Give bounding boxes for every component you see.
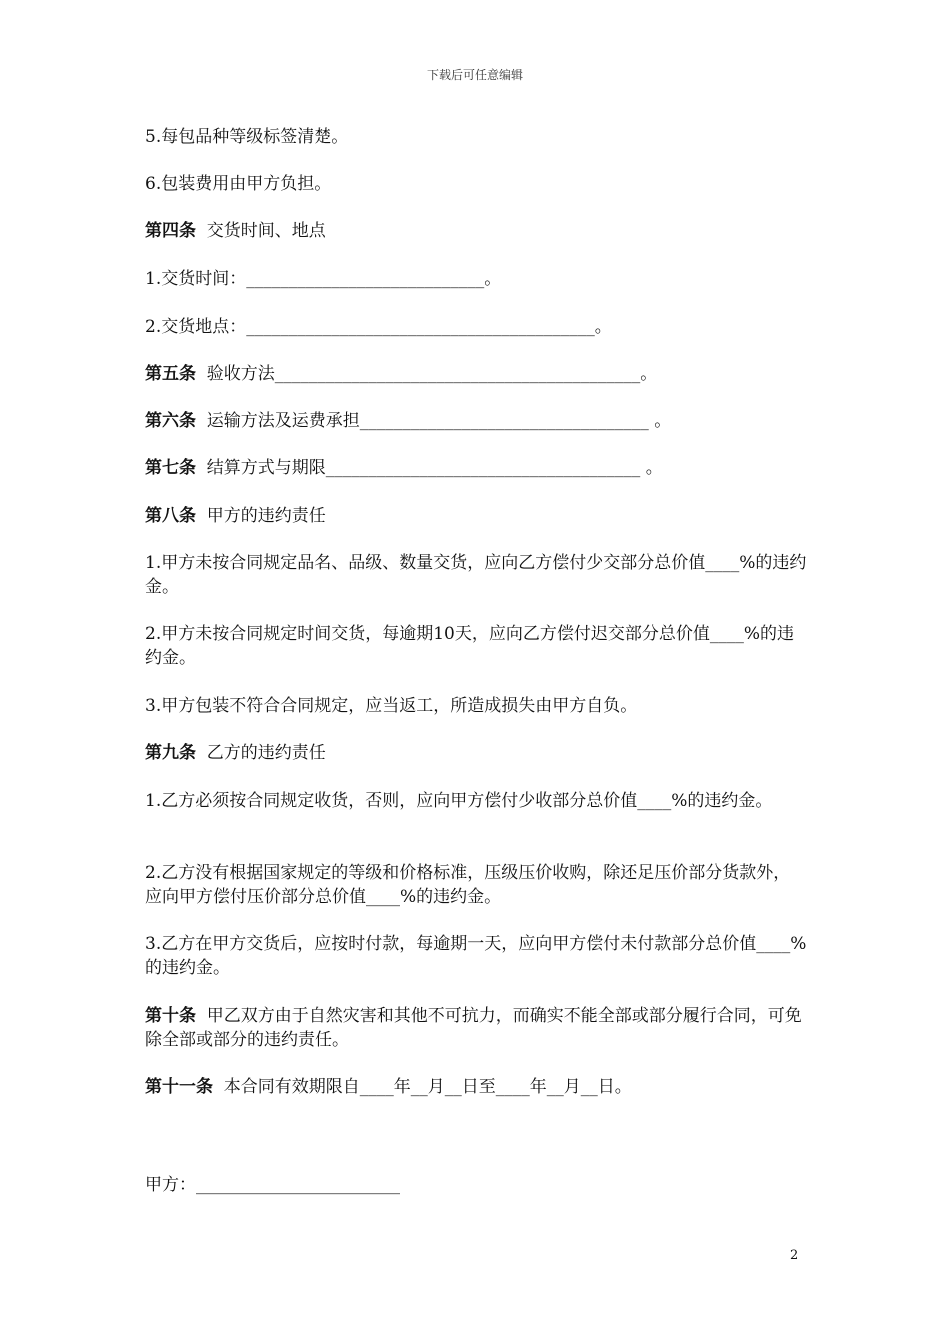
article-6 <box>145 409 807 433</box>
page-number: 2 <box>790 1248 799 1263</box>
article-number: 第六条 <box>145 411 196 431</box>
article-number: 第九条 <box>145 743 196 763</box>
party-b-liability-2: 2.乙方没有根据国家规定的等级和价格标准，压级压价收购，除还足压价部分货款外，应向甲方偿付压价部分总价值____%的违约金。 <box>145 863 791 907</box>
party-b-liability-3: 3.乙方在甲方交货后，应按时付款，每逾期一天，应向甲方偿付未付款部分总价值____%的违约金。 <box>145 934 807 978</box>
article-text: 甲乙双方由于自然灾害和其他不可抗力，而确实不能全部或部分履行合同，可免除全部或部分的违约责任。 <box>145 1006 802 1050</box>
party-a-liability-2: 2.甲方未按合同规定时间交货，每逾期10天，应向乙方偿付迟交部分总价值____%的违约金。 <box>145 624 795 668</box>
article-7 <box>145 456 807 480</box>
article-10 <box>145 1004 807 1052</box>
article-number: 第七条 <box>145 458 196 478</box>
article-9-heading <box>145 741 807 765</box>
party-a-signature-line: 甲方：________________________ <box>145 1175 400 1195</box>
article-number: 第四条 <box>145 221 196 241</box>
article-title: 乙方的违约责任 <box>196 743 326 763</box>
party-a-liability-1: 1.甲方未按合同规定品名、品级、数量交货，应向乙方偿付少交部分总价值____%的违约金。 <box>145 553 807 597</box>
article-8-heading <box>145 504 807 528</box>
delivery-time-line: 1.交货时间：____________________________。 <box>145 269 502 289</box>
article-text: 运输方法及运费承担__________________________________ 。 <box>196 411 672 431</box>
page-header: 下载后可任意编辑 <box>426 68 523 82</box>
article-number: 第八条 <box>145 506 196 526</box>
article-text: 结算方式与期限_____________________________________ 。 <box>196 458 663 478</box>
article-4-heading <box>145 219 807 243</box>
article-11 <box>145 1075 807 1099</box>
article-number: 第五条 <box>145 364 196 384</box>
party-a-liability-3: 3.甲方包装不符合合同规定，应当返工，所造成损失由甲方自负。 <box>145 696 638 716</box>
clause-line: 6.包装费用由甲方负担。 <box>145 174 332 194</box>
article-number: 第十一条 <box>145 1077 213 1097</box>
article-number: 第十条 <box>145 1006 196 1026</box>
article-text: 验收方法___________________________________________。 <box>196 364 658 384</box>
party-b-liability-1: 1.乙方必须按合同规定收货，否则，应向甲方偿付少收部分总价值____%的违约金。 <box>145 791 773 811</box>
article-title: 交货时间、地点 <box>196 221 326 241</box>
article-title: 甲方的违约责任 <box>196 506 326 526</box>
article-5 <box>145 362 807 386</box>
article-text: 本合同有效期限自____年__月__日至____年__月__日。 <box>213 1077 632 1097</box>
delivery-place-line: 2.交货地点：_________________________________________。 <box>145 317 612 337</box>
clause-line: 5.每包品种等级标签清楚。 <box>145 127 349 147</box>
